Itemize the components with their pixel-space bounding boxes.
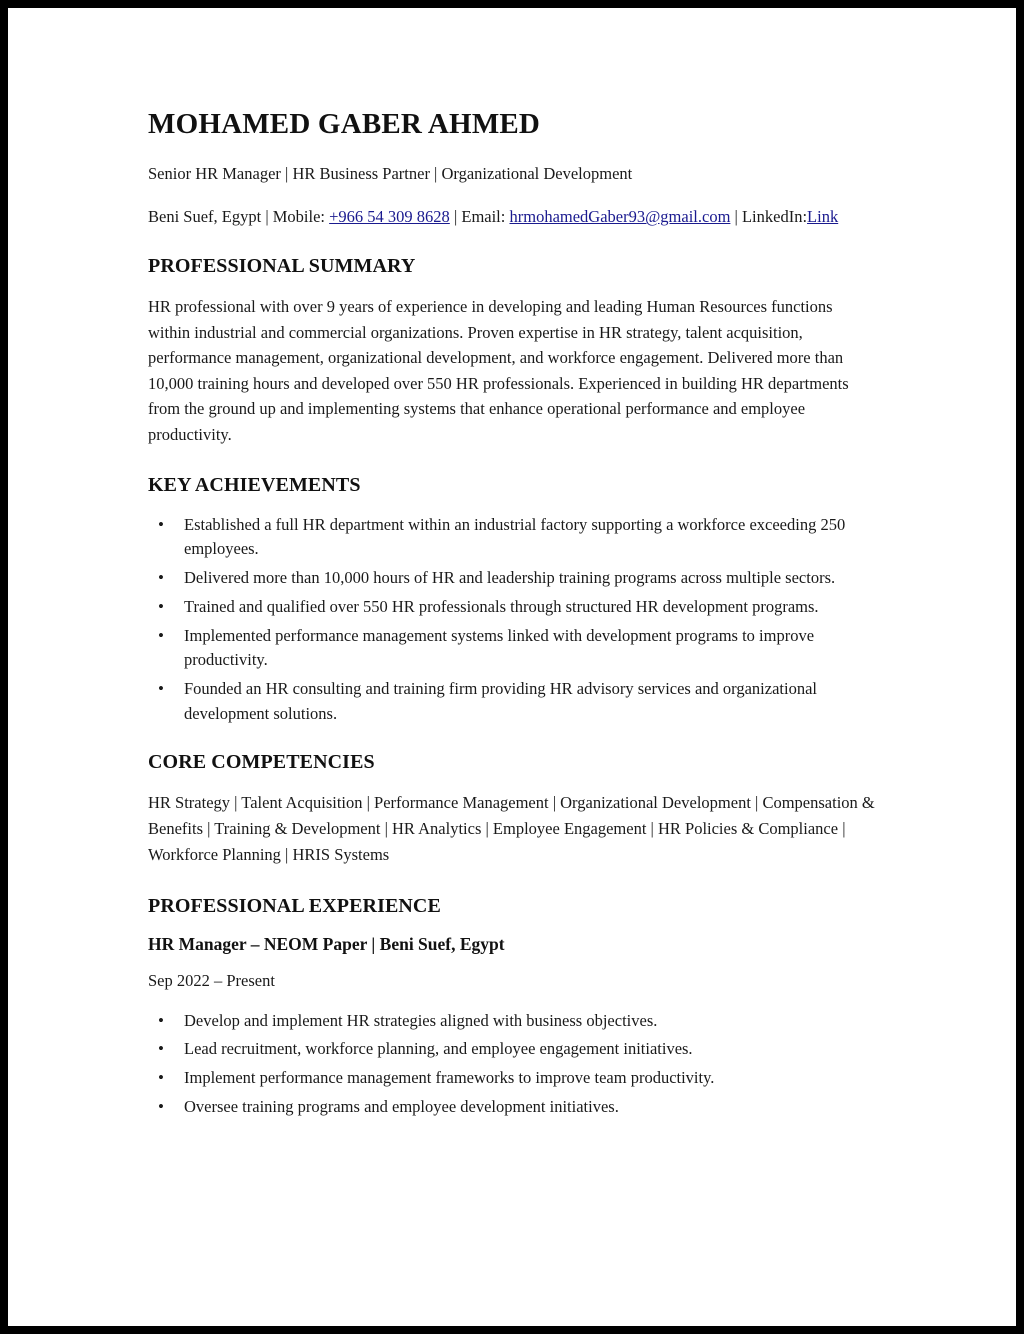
list-item: • Delivered more than 10,000 hours of HR and leadership training programs across multiple sectors. xyxy=(148,566,878,591)
section-heading-experience: PROFESSIONAL EXPERIENCE xyxy=(148,894,441,917)
job-duties-list xyxy=(148,1009,878,1120)
section-heading-summary: PROFESSIONAL SUMMARY xyxy=(148,255,416,278)
contact-linkedin-label: | LinkedIn: xyxy=(730,207,808,227)
achievements-list xyxy=(148,513,878,727)
job-dates: Sep 2022 – Present xyxy=(148,970,275,990)
section-heading-competencies: CORE COMPETENCIES xyxy=(148,750,375,773)
email-link[interactable]: hrmohamedGaber93@gmail.com xyxy=(509,207,731,227)
list-item: • Implemented performance management systems linked with development programs to improve productivity. xyxy=(148,624,878,674)
contact-email-label: | Email: xyxy=(449,207,510,227)
resume-content xyxy=(148,108,878,1144)
phone-link[interactable]: +966 54 309 8628 xyxy=(329,207,450,227)
list-item: • Established a full HR department within an industrial factory supporting a workforce exceeding 250 employees. xyxy=(148,513,878,563)
list-item: • Trained and qualified over 550 HR professionals through structured HR development programs. xyxy=(148,595,878,620)
headline-subtitle: Senior HR Manager | HR Business Partner | Organizational Development xyxy=(148,164,633,183)
list-item: • Oversee training programs and employee development initiatives. xyxy=(148,1095,878,1120)
contact-location: Beni Suef, Egypt | Mobile: xyxy=(148,207,330,227)
summary-text: HR professional with over 9 years of experience in developing and leading Human Resources functions within industrial and commercial organizations. Proven expertise in HR strategy, talent acquisition, performance management, organizational development, and workforce engagement. Delivered more than 10,000 training hours and developed over 550 HR professionals. Experienced in building HR departments from the ground up and implementing systems that enhance operational performance and employee productivity. xyxy=(148,297,849,444)
contact-line xyxy=(148,205,878,229)
list-item: • Lead recruitment, workforce planning, and employee engagement initiatives. xyxy=(148,1037,878,1062)
document-page xyxy=(8,8,1016,1326)
list-item: • Founded an HR consulting and training firm providing HR advisory services and organizational development solutions. xyxy=(148,677,878,727)
linkedin-link[interactable]: Link xyxy=(807,207,839,227)
job-title: HR Manager – NEOM Paper | Beni Suef, Egypt xyxy=(148,933,505,954)
competencies-text: HR Strategy | Talent Acquisition | Performance Management | Organizational Development | Compensation & Benefits | Training & Development | HR Analytics | Employee Engagement | HR Policies & Compliance | Workforce Planning | HRIS Systems xyxy=(148,792,875,865)
list-item: • Develop and implement HR strategies aligned with business objectives. xyxy=(148,1009,878,1034)
section-heading-achievements: KEY ACHIEVEMENTS xyxy=(148,473,361,496)
page-title: MOHAMED GABER AHMED xyxy=(148,108,541,140)
list-item: • Implement performance management frameworks to improve team productivity. xyxy=(148,1066,878,1091)
